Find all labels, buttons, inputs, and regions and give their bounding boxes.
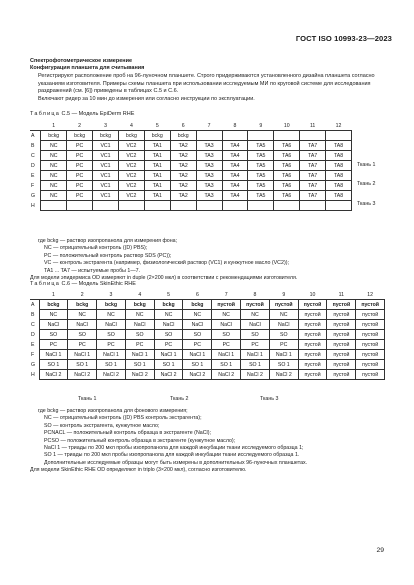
table-cell: TA7 <box>300 141 326 151</box>
table-5-caption-word: Таблица <box>30 111 60 117</box>
table-cell: TA1 <box>144 161 170 171</box>
column-header: 6 <box>170 121 196 131</box>
table-cell: bckg <box>154 300 183 310</box>
tissue-label: Ткань 2 <box>357 181 376 187</box>
legend-line: PC — положительный контроль раствор SDS (PC)); <box>44 252 172 259</box>
table-cell: NaCl 2 <box>269 370 298 380</box>
table-cell: TA1 <box>144 151 170 161</box>
table-cell: NC <box>183 310 212 320</box>
table-cell: PC <box>67 181 93 191</box>
table-cell: NaCl 1 <box>68 350 97 360</box>
table-cell: TA4 <box>222 191 248 201</box>
table-c6-skinethic <box>30 290 385 380</box>
table-row <box>30 131 352 141</box>
table-row <box>30 340 385 350</box>
table-cell: TA7 <box>300 181 326 191</box>
table-cell: пустой <box>327 330 356 340</box>
table-cell: SO <box>125 330 154 340</box>
legend-line: VC — контроль экстрагента (например, физиологический раствор (VC1) и кунжутное масло (VC2)); <box>44 260 289 267</box>
column-header: 8 <box>241 290 270 300</box>
table-cell: PC <box>67 151 93 161</box>
table-cell: NaCl <box>68 320 97 330</box>
table-cell: NaCl 1 <box>269 350 298 360</box>
table-cell: NC <box>154 310 183 320</box>
table-row <box>30 141 352 151</box>
table-cell: пустой <box>327 320 356 330</box>
table-cell: NaCl <box>39 320 68 330</box>
table-cell: SO <box>97 330 126 340</box>
table-cell: PC <box>125 340 154 350</box>
table-cell <box>300 201 326 211</box>
table-cell: bckg <box>67 131 93 141</box>
table-cell: NaCl 2 <box>68 370 97 380</box>
table-cell <box>41 201 67 211</box>
table-cell: VC2 <box>118 151 144 161</box>
column-header: 2 <box>68 290 97 300</box>
table-cell: TA3 <box>196 191 222 201</box>
table-cell: VC1 <box>93 171 119 181</box>
table-cell: VC1 <box>93 191 119 201</box>
legend-line: Для модели эпидермиса OD измеряют in duple (2×200 мкл) в соответствии с рекомендациями изготовителя. <box>30 275 298 282</box>
table-cell: TA5 <box>248 171 274 181</box>
legend-line: где bckg — раствор изопропанола для фонового измерения; <box>38 408 188 414</box>
standard-header: ГОСТ ISO 10993-23—2023 <box>295 34 392 43</box>
table-cell: SO <box>68 330 97 340</box>
table-cell: TA7 <box>300 191 326 201</box>
table-cell: SO <box>183 330 212 340</box>
table-cell <box>196 131 222 141</box>
table-cell: PC <box>67 171 93 181</box>
row-label: B <box>31 142 35 149</box>
table-cell <box>67 201 93 211</box>
table-cell: TA8 <box>326 171 352 181</box>
row-label: F <box>31 182 35 189</box>
table-cell: NaCl 2 <box>183 370 212 380</box>
table-cell: TA4 <box>222 141 248 151</box>
table-cell: пустой <box>327 370 356 380</box>
table-row <box>30 320 385 330</box>
row-label: H <box>31 371 35 378</box>
table-cell: VC2 <box>118 161 144 171</box>
column-header: 4 <box>125 290 154 300</box>
row-label: D <box>31 162 35 169</box>
column-header: 10 <box>298 290 327 300</box>
table-cell <box>196 201 222 211</box>
column-header: 10 <box>274 121 300 131</box>
table-cell: NaCl 2 <box>125 370 154 380</box>
table-cell: NaCl 2 <box>154 370 183 380</box>
column-header: 9 <box>269 290 298 300</box>
table-cell: bckg <box>97 300 126 310</box>
legend-line: PCNACL — положительный контроль образца в экстрагенте (NaCl); <box>44 430 211 437</box>
table-cell: пустой <box>212 300 241 310</box>
table-cell: NaCl <box>212 320 241 330</box>
table-cell: bckg <box>41 131 67 141</box>
column-header: 11 <box>327 290 356 300</box>
corner-cell <box>30 290 39 300</box>
table-cell: TA8 <box>326 141 352 151</box>
table-row <box>30 330 385 340</box>
table-cell: NaCl <box>125 320 154 330</box>
table-cell: пустой <box>298 350 327 360</box>
table-cell: пустой <box>298 300 327 310</box>
table-cell: NC <box>241 310 270 320</box>
table-cell: bckg <box>118 131 144 141</box>
intro-paragraph-1: Регистрируют расположение проб на 96-луночном планшете. Строго придерживаются установленного дизайна планшета согласно указаниям изготовителя. Примеры схемы планшета при использовании исследуемым МИ по круговой системе для исследования раздражений (см. [6]) приведены в таблицах С.5 и С.6. <box>38 73 375 95</box>
column-header: 3 <box>93 121 119 131</box>
table-cell: NC <box>68 310 97 320</box>
table-cell: NaCl <box>269 320 298 330</box>
table-cell: SO 1 <box>154 360 183 370</box>
column-header: 11 <box>300 121 326 131</box>
table-cell: NaCl 2 <box>39 370 68 380</box>
table-cell: NC <box>97 310 126 320</box>
table-cell: NaCl 1 <box>212 350 241 360</box>
table-cell <box>144 201 170 211</box>
table-cell <box>248 131 274 141</box>
table-cell: пустой <box>327 300 356 310</box>
table-cell: NC <box>41 161 67 171</box>
table-cell: TA2 <box>170 151 196 161</box>
table-cell: SO 1 <box>125 360 154 370</box>
table-cell: пустой <box>356 370 385 380</box>
table-cell: VC1 <box>93 141 119 151</box>
table-cell: TA5 <box>248 141 274 151</box>
row-label: G <box>31 192 36 199</box>
table-cell: пустой <box>298 320 327 330</box>
table-cell: TA6 <box>274 171 300 181</box>
table-cell: PC <box>241 340 270 350</box>
table-cell: NaCl <box>241 320 270 330</box>
table-cell: пустой <box>356 300 385 310</box>
legend-line: NaCl 1 — триады по 200 мкл пробы изопропанола для каждой инкубации ткани исследуемого образца 1; <box>44 445 304 452</box>
table-cell: пустой <box>356 330 385 340</box>
table-cell: NaCl 1 <box>183 350 212 360</box>
table-cell: NC <box>41 171 67 181</box>
table-cell: TA5 <box>248 151 274 161</box>
column-header: 9 <box>248 121 274 131</box>
table-cell: TA4 <box>222 151 248 161</box>
column-header: 12 <box>326 121 352 131</box>
table-cell: NC <box>269 310 298 320</box>
column-header: 7 <box>212 290 241 300</box>
column-header: 8 <box>222 121 248 131</box>
table-cell: TA7 <box>300 161 326 171</box>
table-cell: TA5 <box>248 181 274 191</box>
table-cell: TA5 <box>248 191 274 201</box>
table-cell: NC <box>39 310 68 320</box>
table-cell: SO <box>212 330 241 340</box>
table-cell: TA2 <box>170 141 196 151</box>
table-6-caption-title: С.6 — Модель SkinEthic RHE <box>59 281 136 287</box>
column-header: 1 <box>41 121 67 131</box>
table-cell: bckg <box>93 131 119 141</box>
table-cell: TA7 <box>300 151 326 161</box>
corner-cell <box>30 121 41 131</box>
table-row <box>30 191 352 201</box>
table-cell <box>222 201 248 211</box>
row-label: C <box>31 321 35 328</box>
table-cell: пустой <box>327 360 356 370</box>
column-header: 5 <box>154 290 183 300</box>
table-cell: TA2 <box>170 161 196 171</box>
row-label: A <box>31 301 35 308</box>
table-cell <box>248 201 274 211</box>
table-cell: TA6 <box>274 181 300 191</box>
table-cell: PC <box>39 340 68 350</box>
table-cell: NaCl 1 <box>97 350 126 360</box>
table-cell <box>326 201 352 211</box>
table-6-legend <box>30 408 390 475</box>
tissue-label: Ткань 3 <box>260 396 279 402</box>
table-cell: пустой <box>356 310 385 320</box>
table-cell: TA3 <box>196 181 222 191</box>
intro-paragraph-2: Включают ридер за 10 мин до измерения или согласно инструкции по эксплуатации. <box>38 96 255 102</box>
table-cell: NC <box>125 310 154 320</box>
table-cell: NC <box>41 151 67 161</box>
table-cell: TA1 <box>144 191 170 201</box>
table-cell: TA6 <box>274 151 300 161</box>
table-cell: bckg <box>144 131 170 141</box>
table-cell: TA4 <box>222 171 248 181</box>
table-cell: NaCl 1 <box>154 350 183 360</box>
table-cell: TA3 <box>196 161 222 171</box>
table-cell: PC <box>269 340 298 350</box>
column-header: 1 <box>39 290 68 300</box>
table-cell: NC <box>41 141 67 151</box>
table-cell: SO 1 <box>212 360 241 370</box>
table-cell: TA8 <box>326 161 352 171</box>
header-row <box>30 290 385 300</box>
table-cell: NaCl 2 <box>241 370 270 380</box>
legend-line: NC — отрицательный контроль ((D) PBS контроль экстрагента); <box>44 415 202 422</box>
table-cell <box>326 131 352 141</box>
table-cell: SO 1 <box>39 360 68 370</box>
section-heading: Спектрофотометрическое измерение <box>30 58 133 64</box>
table-cell: PC <box>97 340 126 350</box>
tissue-label: Ткань 1 <box>78 396 97 402</box>
table-cell: SO 1 <box>269 360 298 370</box>
column-header: 4 <box>118 121 144 131</box>
column-header: 7 <box>196 121 222 131</box>
table-cell: NaCl 2 <box>212 370 241 380</box>
table-cell: NaCl <box>183 320 212 330</box>
table-cell: пустой <box>356 350 385 360</box>
table-cell: пустой <box>327 350 356 360</box>
table-cell: TA5 <box>248 161 274 171</box>
table-cell: VC2 <box>118 191 144 201</box>
table-cell: SO <box>154 330 183 340</box>
table-cell: TA3 <box>196 171 222 181</box>
table-cell: NaCl <box>154 320 183 330</box>
legend-line: NC — отрицательный контроль ((D) PBS); <box>44 245 148 252</box>
table-cell: PC <box>212 340 241 350</box>
header-row <box>30 121 352 131</box>
legend-line: PCSO — положительный контроль образца в экстрагенте (кунжутное масло); <box>44 437 236 444</box>
table-cell: пустой <box>298 310 327 320</box>
table-cell: VC2 <box>118 171 144 181</box>
table-cell: TA3 <box>196 141 222 151</box>
table-cell: пустой <box>327 310 356 320</box>
table-cell: пустой <box>269 300 298 310</box>
tissue-label: Ткань 1 <box>357 162 376 168</box>
table-cell: пустой <box>298 340 327 350</box>
table-cell: NaCl 2 <box>97 370 126 380</box>
table-cell: NC <box>212 310 241 320</box>
table-cell: SO <box>39 330 68 340</box>
table-cell: VC2 <box>118 141 144 151</box>
table-cell: пустой <box>356 360 385 370</box>
table-cell: NaCl 1 <box>39 350 68 360</box>
table-cell: SO 1 <box>183 360 212 370</box>
table-cell: TA8 <box>326 151 352 161</box>
legend-line: SO — контроль экстрагента, кунжутное масло; <box>44 422 160 429</box>
table-cell: пустой <box>298 370 327 380</box>
table-cell: SO 1 <box>241 360 270 370</box>
legend-line: где bckg — раствор изопропанола для измерения фона; <box>38 238 178 244</box>
table-cell: PC <box>68 340 97 350</box>
table-row <box>30 161 352 171</box>
table-cell: VC2 <box>118 181 144 191</box>
row-label: C <box>31 152 35 159</box>
row-label: A <box>31 132 35 139</box>
table-5-caption-title: С.5 — Модель EpiDerm RHE <box>59 111 135 117</box>
table-cell: SO <box>241 330 270 340</box>
table-cell: SO 1 <box>97 360 126 370</box>
table-cell: PC <box>67 141 93 151</box>
table-cell: TA8 <box>326 181 352 191</box>
tissue-label: Ткань 2 <box>170 396 189 402</box>
table-cell <box>274 201 300 211</box>
table-cell: NC <box>41 181 67 191</box>
column-header: 12 <box>356 290 385 300</box>
row-label: H <box>31 202 35 209</box>
legend-line: SO 1 — триады по 200 мкл пробы изопропанола для каждой инкубации ткани исследуемого образца 1. <box>44 452 300 459</box>
table-cell: NaCl 1 <box>241 350 270 360</box>
table-cell: bckg <box>125 300 154 310</box>
table-c5-epiderm <box>30 121 352 211</box>
column-header: 6 <box>183 290 212 300</box>
table-cell: пустой <box>356 320 385 330</box>
table-cell: TA4 <box>222 161 248 171</box>
table-cell <box>222 131 248 141</box>
table-cell: SO <box>269 330 298 340</box>
table-cell: TA6 <box>274 191 300 201</box>
table-cell: bckg <box>183 300 212 310</box>
table-cell: PC <box>67 191 93 201</box>
table-cell: пустой <box>356 340 385 350</box>
column-header: 5 <box>144 121 170 131</box>
table-cell: пустой <box>298 330 327 340</box>
table-cell: пустой <box>298 360 327 370</box>
table-cell: TA6 <box>274 141 300 151</box>
table-cell: TA1 <box>144 171 170 181</box>
table-cell: VC1 <box>93 181 119 191</box>
table-cell: TA4 <box>222 181 248 191</box>
table-cell: bckg <box>39 300 68 310</box>
column-header: 3 <box>97 290 126 300</box>
row-label: D <box>31 331 35 338</box>
row-label: F <box>31 351 35 358</box>
table-cell: SO 1 <box>68 360 97 370</box>
table-5-legend <box>30 238 390 282</box>
table-cell: TA7 <box>300 171 326 181</box>
table-cell: TA2 <box>170 181 196 191</box>
table-cell: пустой <box>241 300 270 310</box>
table-cell: TA6 <box>274 161 300 171</box>
row-label: E <box>31 341 35 348</box>
table-row <box>30 350 385 360</box>
table-cell <box>93 201 119 211</box>
table-cell: TA2 <box>170 191 196 201</box>
table-row <box>30 171 352 181</box>
table-cell: bckg <box>68 300 97 310</box>
table-row <box>30 181 352 191</box>
table-cell <box>118 201 144 211</box>
table-6-caption <box>30 281 136 287</box>
column-header: 2 <box>67 121 93 131</box>
table-6-caption-word: Таблица <box>30 281 60 287</box>
table-cell: NaCl <box>97 320 126 330</box>
table-row <box>30 360 385 370</box>
row-label: E <box>31 172 35 179</box>
legend-line: Дополнительные исследуемые образцы могут быть измерены в дополнительных 96-луночных планшетах. <box>44 459 308 466</box>
subsection-heading: Конфигурация планшета для считывания <box>30 65 145 71</box>
table-cell: пустой <box>327 340 356 350</box>
table-cell <box>170 201 196 211</box>
legend-line: TA1 ... TA7 — испытуемые пробы 1—7. <box>44 267 141 274</box>
table-cell <box>274 131 300 141</box>
table-cell: TA8 <box>326 191 352 201</box>
table-row <box>30 201 352 211</box>
table-cell: PC <box>183 340 212 350</box>
table-row <box>30 151 352 161</box>
row-label: B <box>31 311 35 318</box>
table-cell: NaCl 1 <box>125 350 154 360</box>
table-row <box>30 300 385 310</box>
table-cell: TA2 <box>170 171 196 181</box>
table-row <box>30 310 385 320</box>
table-cell: TA3 <box>196 151 222 161</box>
table-row <box>30 370 385 380</box>
table-cell: TA1 <box>144 181 170 191</box>
table-cell: VC1 <box>93 151 119 161</box>
page-number: 29 <box>376 547 384 554</box>
table-cell: bckg <box>170 131 196 141</box>
table-cell <box>300 131 326 141</box>
tissue-label: Ткань 3 <box>357 201 376 207</box>
table-cell: PC <box>67 161 93 171</box>
table-5-caption <box>30 111 134 117</box>
table-cell: NC <box>41 191 67 201</box>
table-cell: PC <box>154 340 183 350</box>
row-label: G <box>31 361 36 368</box>
legend-line: Для модели SkinEthic RHE OD определяют in triplo (3×200 мкл), согласно изготовителю. <box>30 467 247 474</box>
table-cell: VC1 <box>93 161 119 171</box>
table-cell: TA1 <box>144 141 170 151</box>
